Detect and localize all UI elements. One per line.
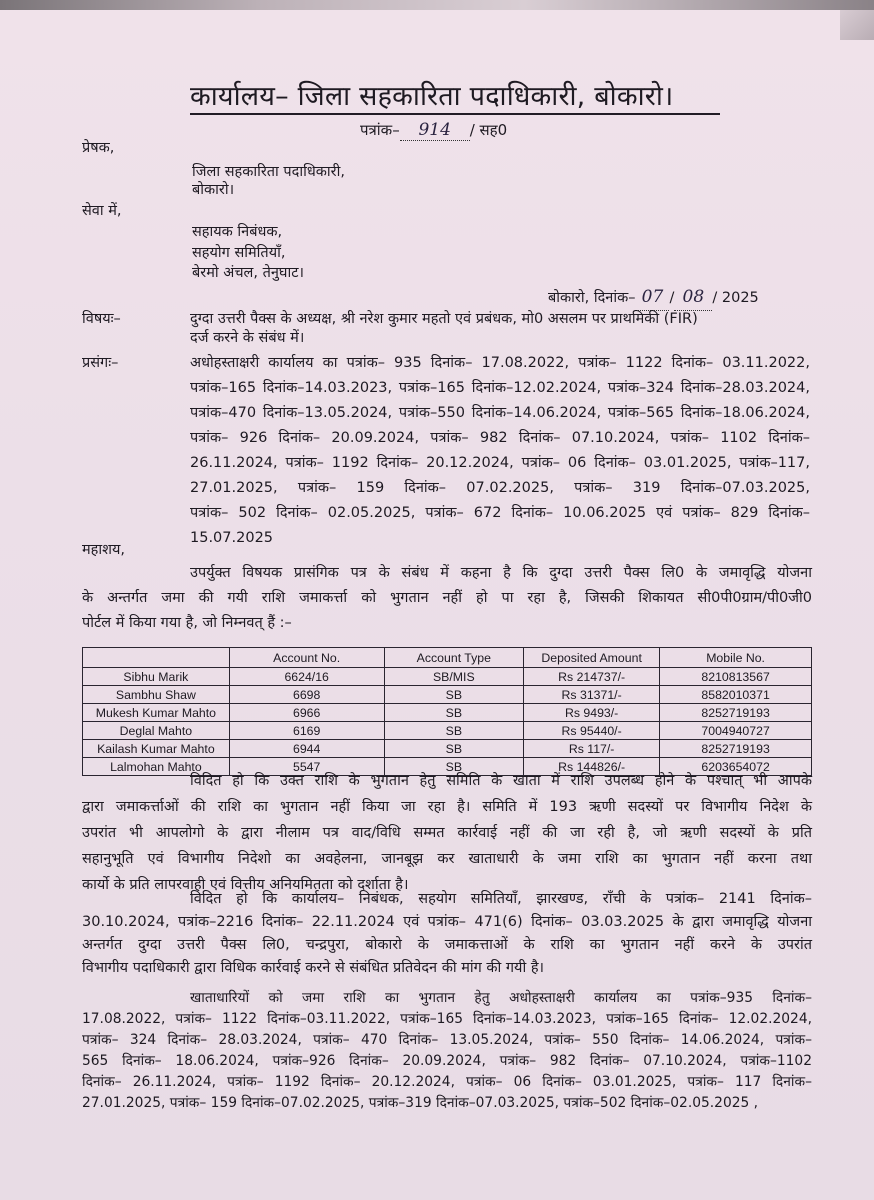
header-deposited-amount: Deposited Amount [524,648,660,668]
reference-label: प्रसंगः– [82,355,119,371]
paragraph-line: उपरांत भी आपलोगो के द्वारा नीलाम पत्र वाद/विधि सम्मत कार्रवाई नहीं की जा रही है, जो ऋणी सदस्यों के प्रति [82,825,812,841]
cell-mobile: 6203654072 [660,758,812,776]
date-day: 07 [635,285,669,311]
cell-account-type: SB [384,722,524,740]
sender-line1: जिला सहकारिता पदाधिकारी, [192,164,345,180]
header-account-no: Account No. [229,648,384,668]
office-title: कार्यालय– जिला सहकारिता पदाधिकारी, बोकारो। [190,76,720,115]
cell-amount: Rs 117/- [524,740,660,758]
table-header-row [83,648,812,668]
letter-date: बोकारो, दिनांक– 07 / 08 / 2025 [548,285,759,311]
cell-amount: Rs 214737/- [524,668,660,686]
ref-suffix: / सह0 [469,121,508,139]
paragraph-line: विदित हो कि कार्यालय– निबंधक, सहयोग समितियाँ, झारखण्ड, राँची के पत्रांक– 2141 दिनांक– [190,891,812,907]
scan-corner [840,10,874,40]
salutation: महाशय, [82,542,126,558]
reference-line: पत्रांक– 926 दिनांक– 20.09.2024, पत्रांक– 982 दिनांक– 07.10.2024, पत्रांक– 1102 दिनांक– [190,430,810,446]
reference-number [360,120,507,141]
cell-mobile: 8210813567 [660,668,812,686]
header-account-type: Account Type [384,648,524,668]
sender-line2: बोकारो। [192,182,235,198]
recipient-label: सेवा में, [82,203,122,219]
cell-account-type: SB [384,758,524,776]
cell-mobile: 8582010371 [660,686,812,704]
reference-line: पत्रांक–165 दिनांक–14.03.2023, पत्रांक–165 दिनांक–12.02.2024, पत्रांक–324 दिनांक–28.03.2024, [190,380,810,396]
paragraph-line: कार्यो के प्रति लापरवाही एवं वित्तीय अनियमितता को दर्शाता है। [82,877,409,893]
table-row [83,740,812,758]
cell-name: Sambhu Shaw [83,686,230,704]
cell-amount: Rs 9493/- [524,704,660,722]
paragraph-line: विदित हो कि उक्त राशि के भुगतान हेतु समिति के खाता में राशि उपलब्ध होने के पश्चात् भी आपके [190,773,812,789]
paragraph-irregularity [82,768,812,898]
reference-line: 15.07.2025 [190,530,274,546]
paragraph-payment-letters [82,988,812,1114]
reference-line: पत्रांक–470 दिनांक–13.05.2024, पत्रांक–550 दिनांक–14.06.2024, पत्रांक–565 दिनांक–18.06.2024, [190,405,810,421]
date-year: / 2025 [712,290,759,306]
cell-mobile: 7004940727 [660,722,812,740]
paragraph-line: अन्तर्गत दुग्दा उत्तरी पैक्स लि0, चन्द्रपुरा, बोकारो के जमाकत्ताओं के राशि का भुगतान नहीं करने के उपरांत [82,937,812,953]
paragraph-line: पत्रांक– 324 दिनांक– 28.03.2024, पत्रांक– 470 दिनांक– 13.05.2024, पत्रांक– 550 दिनांक– 14.06.2024, पत्रांक– [82,1032,812,1048]
cell-name: Kailash Kumar Mahto [83,740,230,758]
reference-line: पत्रांक– 502 दिनांक– 02.05.2025, पत्रांक– 672 दिनांक– 10.06.2025 एवं पत्रांक– 829 दिनांक– [190,505,810,521]
header-mobile-no: Mobile No. [660,648,812,668]
cell-account-no: 5547 [229,758,384,776]
cell-account-no: 6624/16 [229,668,384,686]
table-row [83,722,812,740]
ref-number-handwritten: 914 [418,120,451,140]
subject-label: विषयः– [82,311,121,327]
table-row [83,704,812,722]
paragraph-line: खाताधारियों को जमा राशि का भुगतान हेतु अधोहस्ताक्षरी कार्यालय का पत्रांक–935 दिनांक– [190,990,812,1006]
deposit-accounts-table [82,647,812,776]
cell-mobile: 8252719193 [660,740,812,758]
reference-line: 26.11.2024, पत्रांक– 1192 दिनांक– 20.12.2024, पत्रांक– 06 दिनांक– 03.01.2025, पत्रांक–117, [190,455,810,471]
paragraph-line: पोर्टल में किया गया है, जो निम्नवत् हैं :– [82,615,292,631]
reference-line: 27.01.2025, पत्रांक– 159 दिनांक– 07.02.2025, पत्रांक– 319 दिनांक–07.03.2025, [190,480,810,496]
paragraph-line: 30.10.2024, पत्रांक–2216 दिनांक– 22.11.2024 एवं पत्रांक– 471(6) दिनांक– 03.03.2025 के द्वारा जमावृद्धि योजना [82,914,812,930]
date-month: 08 [674,285,712,311]
recipient-line3: बेरमो अंचल, तेनुघाट। [192,265,305,281]
cell-name: Sibhu Marik [83,668,230,686]
ref-prefix: पत्रांक– [360,121,400,139]
paragraph-line: द्वारा जमाकर्त्ताओं की राशि का भुगतान नहीं किया जा रहा है। समिति में 193 ऋणी सदस्यों पर विभागीय निदेश के [82,799,812,815]
cell-amount: Rs 144826/- [524,758,660,776]
paragraph-line: 565 दिनांक– 18.06.2024, पत्रांक–926 दिनांक– 20.09.2024, पत्रांक– 982 दिनांक– 07.10.2024, पत्रांक–1102 [82,1053,812,1069]
cell-mobile: 8252719193 [660,704,812,722]
paragraph-line: 17.08.2022, पत्रांक– 1122 दिनांक–03.11.2022, पत्रांक–165 दिनांक–14.03.2023, पत्रांक–165 दिनांक– 12.02.2024, [82,1011,812,1027]
cell-amount: Rs 31371/- [524,686,660,704]
reference-block [190,351,810,551]
recipient-line1: सहायक निबंधक, [192,224,283,240]
table-row [83,668,812,686]
cell-account-type: SB [384,686,524,704]
paragraph-line: विभागीय पदाधिकारी द्वारा विधिक कार्रवाई करने से संबंधित प्रतिवेदन की मांग की गयी है। [82,960,545,976]
paragraph-line: सहानुभूति एवं विभागीय निदेशो का अवहेलना, जानबूझ कर खाताधारी के जमा राशि का भुगतान नहीं करना तथा [82,851,812,867]
cell-account-no: 6944 [229,740,384,758]
cell-name: Mukesh Kumar Mahto [83,704,230,722]
paragraph-line: 27.01.2025, पत्रांक– 159 दिनांक–07.02.2025, पत्रांक–319 दिनांक–07.03.2025, पत्रांक–502 दिनांक–02.05.2025 , [82,1095,759,1111]
paragraph-line: दिनांक– 26.11.2024, पत्रांक– 1192 दिनांक– 20.12.2024, पत्रांक– 06 दिनांक– 03.01.2025, पत्रांक– 117 दिनांक– [82,1074,812,1090]
cell-name: Lalmohan Mahto [83,758,230,776]
subject-line1: दुग्दा उत्तरी पैक्स के अध्यक्ष, श्री नरेश कुमार महतो एवं प्रबंधक, मो0 असलम पर प्राथमिकी (FIR) [190,311,698,327]
paragraph-line: के अन्तर्गत जमा की गयी राशि जमाकर्त्ता को भुगतान नहीं हो पा रहा है, जिसकी शिकायत सी0पी0ग्राम/पी0जी0 [82,590,812,606]
cell-account-no: 6169 [229,722,384,740]
recipient-line2: सहयोग समितियाँ, [192,245,286,261]
cell-account-type: SB/MIS [384,668,524,686]
sender-label: प्रेषक, [82,140,115,156]
table-row [83,686,812,704]
header-name [83,648,230,668]
cell-account-type: SB [384,704,524,722]
cell-account-no: 6698 [229,686,384,704]
subject-line2: दर्ज करने के संबंध में। [190,330,305,346]
reference-line: अधोहस्ताक्षरी कार्यालय का पत्रांक– 935 दिनांक– 17.08.2022, पत्रांक– 1122 दिनांक– 03.11.2022, [190,355,810,371]
cell-account-type: SB [384,740,524,758]
cell-amount: Rs 95440/- [524,722,660,740]
date-prefix: बोकारो, दिनांक– [548,290,636,306]
paragraph-line: उपर्युक्त विषयक प्रासंगिक पत्र के संबंध में कहना है कि दुग्दा उत्तरी पैक्स लि0 के जमावृद्धि योजना [190,565,812,581]
cell-name: Deglal Mahto [83,722,230,740]
paragraph-registrar-letters [82,888,812,980]
cell-account-no: 6966 [229,704,384,722]
paragraph-complaint [82,561,812,636]
